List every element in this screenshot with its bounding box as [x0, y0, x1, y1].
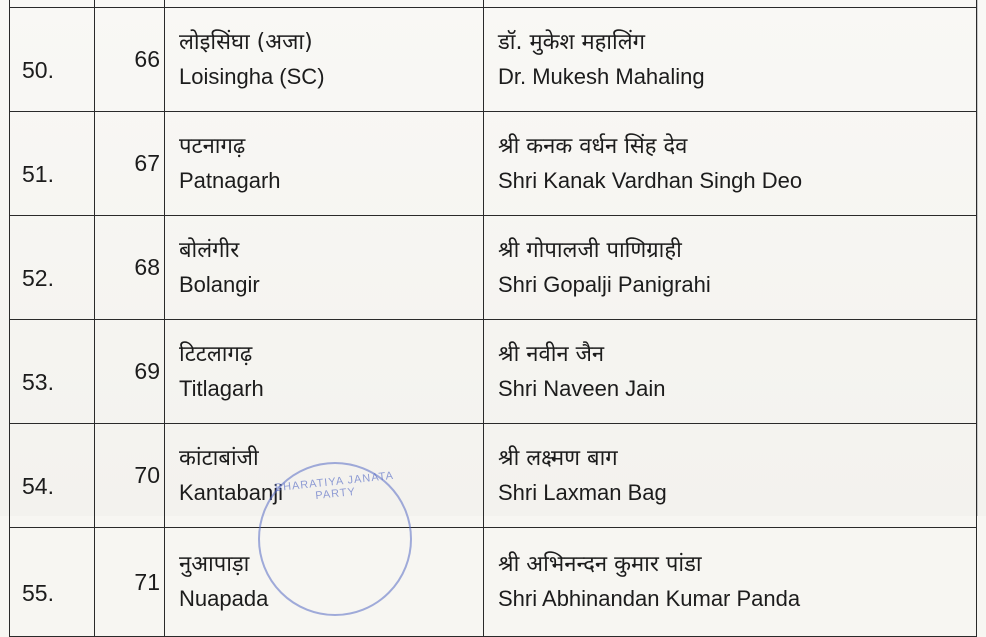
candidate-cell: [484, 8, 977, 112]
serial-number: 50.: [10, 8, 95, 112]
table-row: [10, 216, 977, 320]
constituency-cell: [165, 8, 484, 112]
constituency-number: 67: [95, 112, 165, 216]
candidate-cell: [484, 216, 977, 320]
candidate-name-hindi: श्री कनक वर्धन सिंह देव: [498, 133, 688, 159]
table-row: [10, 528, 977, 637]
constituency-name-english: Nuapada: [179, 586, 269, 611]
constituency-cell: [165, 320, 484, 424]
candidate-name-hindi: श्री गोपालजी पाणिग्राही: [498, 237, 682, 263]
candidate-cell: [484, 320, 977, 424]
page-edge-line: [977, 0, 978, 516]
candidate-cell: [484, 424, 977, 528]
constituency-cell: [165, 112, 484, 216]
constituency-cell: [165, 216, 484, 320]
constituency-name-hindi: नुआपाड़ा: [179, 552, 250, 577]
serial-number: 52.: [10, 216, 95, 320]
constituency-name-english: Loisingha (SC): [179, 63, 325, 89]
candidate-name-english: Shri Laxman Bag: [498, 479, 667, 505]
constituency-cell: [165, 528, 484, 637]
seal-text: BHARATIYA JANATA PARTY: [274, 469, 395, 503]
serial-number: 55.: [10, 528, 95, 637]
constituency-name-english: Patnagarh: [179, 167, 281, 193]
constituency-name-hindi: कांटाबांजी: [179, 445, 259, 471]
candidate-name-english: Shri Naveen Jain: [498, 375, 666, 401]
constituency-name-english: Bolangir: [179, 271, 260, 297]
constituency-number: 68: [95, 216, 165, 320]
candidate-cell: [484, 528, 977, 637]
constituency-name-english: Kantabanji: [179, 479, 283, 505]
table-row: [10, 8, 977, 112]
serial-number: 54.: [10, 424, 95, 528]
constituency-name-hindi: टिटलागढ़: [179, 341, 253, 367]
constituency-number: 69: [95, 320, 165, 424]
constituency-number: 71: [95, 528, 165, 637]
serial-number: 53.: [10, 320, 95, 424]
candidate-name-hindi: डॉ. मुकेश महालिंग: [498, 29, 645, 55]
constituency-name-hindi: बोलंगीर: [179, 237, 240, 263]
candidate-name-english: Dr. Mukesh Mahaling: [498, 63, 705, 89]
constituency-name-hindi: पटनागढ़: [179, 133, 246, 159]
constituency-name-hindi: लोइसिंघा (अजा): [179, 29, 313, 55]
candidate-name-english: Shri Kanak Vardhan Singh Deo: [498, 167, 803, 193]
table-row-partial: [10, 0, 977, 8]
table-row: [10, 424, 977, 528]
candidate-cell: [484, 112, 977, 216]
constituency-number: 70: [95, 424, 165, 528]
constituency-number: 66: [95, 8, 165, 112]
candidate-table: [9, 0, 977, 637]
constituency-name-english: Titlagarh: [179, 375, 264, 401]
candidate-name-english: Shri Abhinandan Kumar Panda: [498, 586, 801, 611]
constituency-cell: [165, 424, 484, 528]
candidate-name-hindi: श्री अभिनन्दन कुमार पांडा: [498, 552, 702, 577]
candidate-name-english: Shri Gopalji Panigrahi: [498, 271, 711, 297]
candidate-name-hindi: श्री नवीन जैन: [498, 341, 605, 367]
table-row: [10, 112, 977, 216]
table-row: [10, 320, 977, 424]
candidate-name-hindi: श्री लक्ष्मण बाग: [498, 445, 618, 471]
serial-number: 51.: [10, 112, 95, 216]
